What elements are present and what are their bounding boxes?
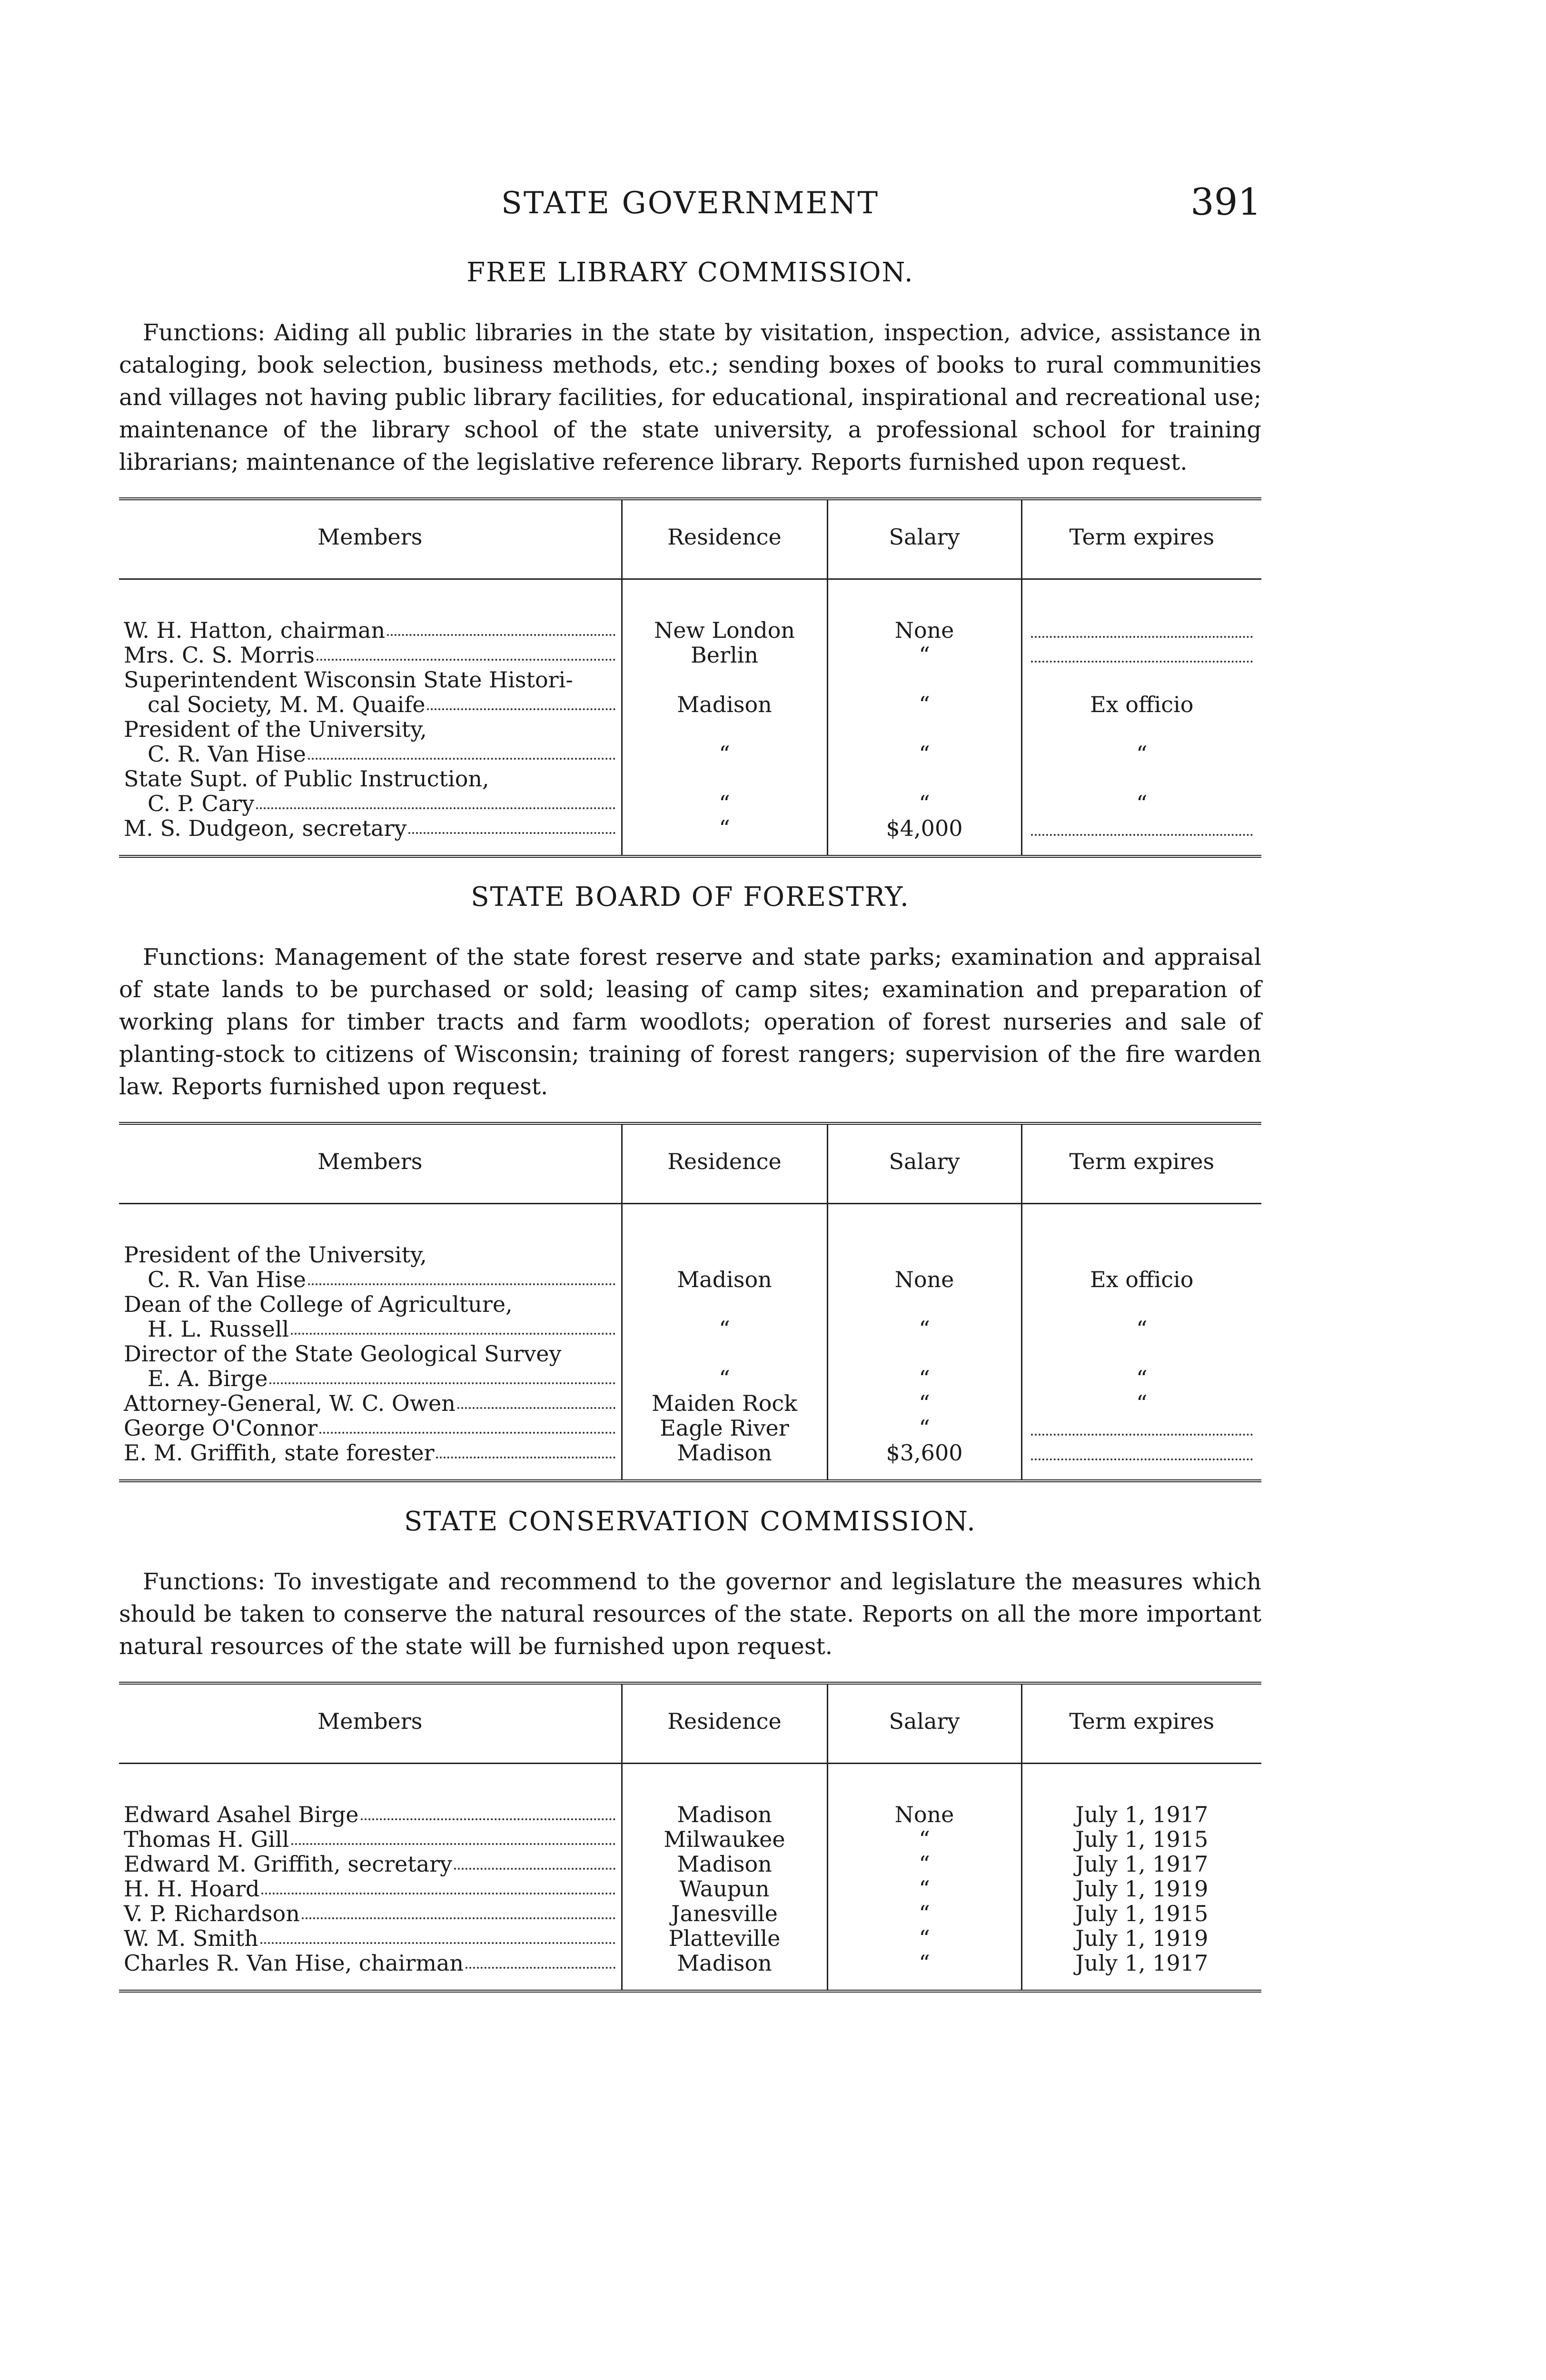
member-name-text: C. R. Van Hise: [148, 741, 307, 767]
term-cell: [1027, 1416, 1257, 1440]
section: [119, 1506, 1261, 1993]
page-number: 391: [1190, 181, 1261, 224]
dot-leader: [308, 742, 615, 760]
member-name-text: Edward Asahel Birge: [124, 1802, 359, 1827]
member-name-text: W. M. Smith: [124, 1925, 258, 1951]
dot-leader: [1031, 643, 1253, 663]
dot-leader: [1031, 1440, 1253, 1460]
member-name: [124, 1852, 616, 1876]
salary-cell: None: [894, 1802, 954, 1827]
member-name-text: E. M. Griffith, state forester: [124, 1440, 435, 1466]
term-cell: July 1, 1915: [1075, 1826, 1209, 1852]
functions-text: Functions: Management of the state forest reserve and state parks; examination and appraisal of state lands to be purchased or sold; leasing of camp sites; examination and preparation of working plans for timber tracts and farm woodlots; operation of forest nurseries and sale of planting-stock to citizens of Wisconsin; training of forest rangers; supervision of the fire warden law. Reports furnished upon request.: [119, 944, 1261, 1100]
member-name-text: George O'Connor: [124, 1415, 318, 1441]
column-header: Members: [119, 1683, 622, 1764]
member-name: [124, 1366, 616, 1391]
dot-leader: [1031, 816, 1253, 836]
term-cell: Ex officio: [1090, 692, 1194, 717]
column-header: Residence: [622, 499, 827, 579]
salary-cell: “: [919, 741, 930, 767]
member-name: [124, 1317, 616, 1341]
term-cell: “: [1136, 791, 1148, 816]
term-cell: “: [1136, 1390, 1148, 1416]
member-name-text: Attorney-General, W. C. Owen: [124, 1390, 456, 1416]
salary-cell: “: [919, 1851, 930, 1877]
residence-cell: Berlin: [690, 642, 759, 668]
member-name-text: Superintendent Wisconsin State Histori-: [124, 667, 573, 693]
member-name-text: Dean of the College of Agriculture,: [124, 1291, 513, 1317]
salary-cell: “: [919, 1826, 930, 1852]
member-name-text: W. H. Hatton, chairman: [124, 617, 386, 643]
salary-cell: “: [919, 1876, 930, 1902]
dot-leader: [319, 1416, 615, 1434]
salary-cell: None: [894, 1267, 954, 1292]
column-header: Residence: [622, 1123, 827, 1204]
member-name-text: Edward M. Griffith, secretary: [124, 1851, 453, 1877]
dot-leader: [466, 1951, 615, 1969]
member-name-text: Director of the State Geological Survey: [124, 1341, 562, 1367]
dot-leader: [291, 1827, 615, 1845]
column-header: Salary: [827, 499, 1021, 579]
member-name: [124, 1901, 616, 1926]
residence-cell: Madison: [677, 1267, 772, 1292]
column-header: Members: [119, 499, 622, 579]
column-header: Term expires: [1021, 1123, 1261, 1204]
member-name-text: Thomas H. Gill: [124, 1826, 289, 1852]
table-row: [119, 667, 1261, 717]
residence-cell: “: [719, 1366, 730, 1391]
salary-cell: “: [919, 1316, 930, 1342]
residence-cell: “: [719, 791, 730, 816]
dot-leader: [408, 816, 615, 834]
table-row: [119, 1827, 1261, 1852]
salary-cell: “: [919, 1366, 930, 1391]
residence-cell: Maiden Rock: [651, 1390, 798, 1416]
table-row: [119, 1876, 1261, 1901]
member-name: [124, 1440, 616, 1465]
member-name: [124, 1926, 616, 1951]
salary-cell: “: [919, 1901, 930, 1926]
dot-leader: [387, 618, 615, 636]
term-cell: “: [1136, 1316, 1148, 1342]
member-name-text: C. P. Cary: [148, 791, 255, 816]
member-name-text: H. H. Hoard: [124, 1876, 260, 1902]
table-row: [119, 717, 1261, 766]
dot-leader: [427, 692, 615, 710]
table-row: [119, 1926, 1261, 1951]
residence-cell: “: [719, 741, 730, 767]
member-name: [124, 742, 616, 766]
running-head: [119, 181, 1261, 233]
dot-leader: [302, 1901, 615, 1919]
table-row: [119, 643, 1261, 667]
residence-cell: Madison: [677, 1851, 772, 1877]
table-row: [119, 1204, 1261, 1292]
dot-leader: [308, 1267, 615, 1285]
member-name-text: President of the University,: [124, 716, 427, 742]
table-row: [119, 1852, 1261, 1876]
residence-cell: Madison: [677, 1802, 772, 1827]
residence-cell: “: [719, 815, 730, 841]
dot-leader: [317, 643, 615, 661]
functions-text: Functions: To investigate and recommend to the governor and legislature the measures which should be taken to conserve the natural resources of the state. Reports on all the more important natural resources of the state will be furnished upon request.: [119, 1568, 1261, 1660]
term-cell: July 1, 1917: [1075, 1851, 1209, 1877]
member-name-text: State Supt. of Public Instruction,: [124, 766, 489, 792]
column-header: Salary: [827, 1683, 1021, 1764]
page: [119, 181, 1261, 1993]
salary-cell: “: [919, 1925, 930, 1951]
term-cell: Ex officio: [1090, 1267, 1194, 1292]
section-title: FREE LIBRARY COMMISSION.: [466, 257, 914, 288]
sections-container: [119, 257, 1261, 1993]
term-cell: July 1, 1919: [1075, 1925, 1209, 1951]
member-name: [124, 692, 616, 717]
dot-leader: [361, 1802, 615, 1820]
term-cell: July 1, 1917: [1075, 1950, 1209, 1976]
dot-leader: [1031, 618, 1253, 638]
member-name-text: V. P. Richardson: [124, 1901, 300, 1926]
member-name: [124, 1341, 616, 1366]
salary-cell: “: [919, 642, 930, 668]
member-name-text: Charles R. Van Hise, chairman: [124, 1950, 464, 1976]
residence-cell: Waupun: [679, 1876, 770, 1902]
term-cell: [1027, 643, 1257, 667]
table-row: [119, 579, 1261, 643]
member-name: [124, 791, 616, 816]
term-cell: [1027, 1440, 1257, 1465]
member-name: [124, 618, 616, 643]
dot-leader: [291, 1317, 615, 1335]
table-row: [119, 1901, 1261, 1926]
functions-text: Functions: Aiding all public libraries in the state by visitation, inspection, advice, assistance in cataloging, book selection, business methods, etc.; sending boxes of books to rural communities and villages not having public library facilities, for educational, inspirational and recreational use; maintenance of the library school of the state university, a professional school for training librarians; maintenance of the legislative reference library. Reports furnished upon request.: [119, 319, 1261, 476]
members-table: [119, 1682, 1261, 1993]
member-name: [124, 1242, 616, 1267]
section-title: STATE CONSERVATION COMMISSION.: [404, 1506, 976, 1537]
term-cell: [1027, 816, 1257, 841]
residence-cell: Madison: [677, 1950, 772, 1976]
member-name-text: E. A. Birge: [148, 1366, 268, 1391]
dot-leader: [261, 1876, 615, 1894]
member-name: [124, 643, 616, 667]
dot-leader: [256, 791, 615, 809]
table-row: [119, 766, 1261, 816]
member-name-text: C. R. Van Hise: [148, 1267, 307, 1292]
dot-leader: [436, 1440, 615, 1458]
member-name-text: Mrs. C. S. Morris: [124, 642, 315, 668]
section-title: STATE BOARD OF FORESTRY.: [471, 882, 910, 912]
member-name-text: cal Society, M. M. Quaife: [148, 692, 426, 717]
column-header: Members: [119, 1123, 622, 1204]
member-name-text: President of the University,: [124, 1242, 427, 1268]
dot-leader: [260, 1926, 615, 1944]
dot-leader: [269, 1366, 615, 1384]
table-row: [119, 816, 1261, 856]
residence-cell: Eagle River: [660, 1415, 789, 1441]
residence-cell: Madison: [677, 692, 772, 717]
running-head-title: STATE GOVERNMENT: [501, 186, 880, 221]
residence-cell: “: [719, 1316, 730, 1342]
residence-cell: Milwaukee: [664, 1826, 785, 1852]
member-name: [124, 1951, 616, 1975]
column-header: Term expires: [1021, 1683, 1261, 1764]
column-header: Residence: [622, 1683, 827, 1764]
term-cell: [1027, 618, 1257, 643]
table-row: [119, 1341, 1261, 1391]
salary-cell: “: [919, 1950, 930, 1976]
member-name: [124, 1827, 616, 1852]
table-row: [119, 1440, 1261, 1481]
salary-cell: “: [919, 1390, 930, 1416]
salary-cell: None: [894, 617, 954, 643]
member-name: [124, 1292, 616, 1317]
term-cell: “: [1136, 741, 1148, 767]
member-name: [124, 1416, 616, 1440]
table-row: [119, 1391, 1261, 1416]
term-cell: July 1, 1917: [1075, 1802, 1209, 1827]
term-cell: July 1, 1919: [1075, 1876, 1209, 1902]
member-name: [124, 1802, 616, 1827]
salary-cell: “: [919, 791, 930, 816]
member-name: [124, 1267, 616, 1292]
members-table: [119, 1122, 1261, 1482]
member-name: [124, 766, 616, 791]
term-cell: “: [1136, 1366, 1148, 1391]
table-row: [119, 1951, 1261, 1991]
member-name-text: H. L. Russell: [148, 1316, 289, 1342]
table-row: [119, 1416, 1261, 1440]
member-name: [124, 717, 616, 742]
section: [119, 257, 1261, 858]
dot-leader: [457, 1391, 615, 1409]
dot-leader: [1031, 1416, 1253, 1436]
salary-cell: “: [919, 692, 930, 717]
residence-cell: New London: [654, 617, 795, 643]
member-name: [124, 1391, 616, 1416]
residence-cell: Platteville: [668, 1925, 781, 1951]
member-name: [124, 816, 616, 841]
member-name: [124, 1876, 616, 1901]
residence-cell: Janesville: [671, 1901, 778, 1926]
member-name: [124, 667, 616, 692]
salary-cell: $4,000: [886, 815, 963, 841]
salary-cell: $3,600: [886, 1440, 963, 1466]
table-row: [119, 1764, 1261, 1827]
members-table: [119, 497, 1261, 858]
term-cell: July 1, 1915: [1075, 1901, 1209, 1926]
residence-cell: Madison: [677, 1440, 772, 1466]
member-name-text: M. S. Dudgeon, secretary: [124, 815, 407, 841]
dot-leader: [454, 1852, 615, 1870]
column-header: Term expires: [1021, 499, 1261, 579]
table-row: [119, 1292, 1261, 1341]
section: [119, 882, 1261, 1482]
column-header: Salary: [827, 1123, 1021, 1204]
salary-cell: “: [919, 1415, 930, 1441]
